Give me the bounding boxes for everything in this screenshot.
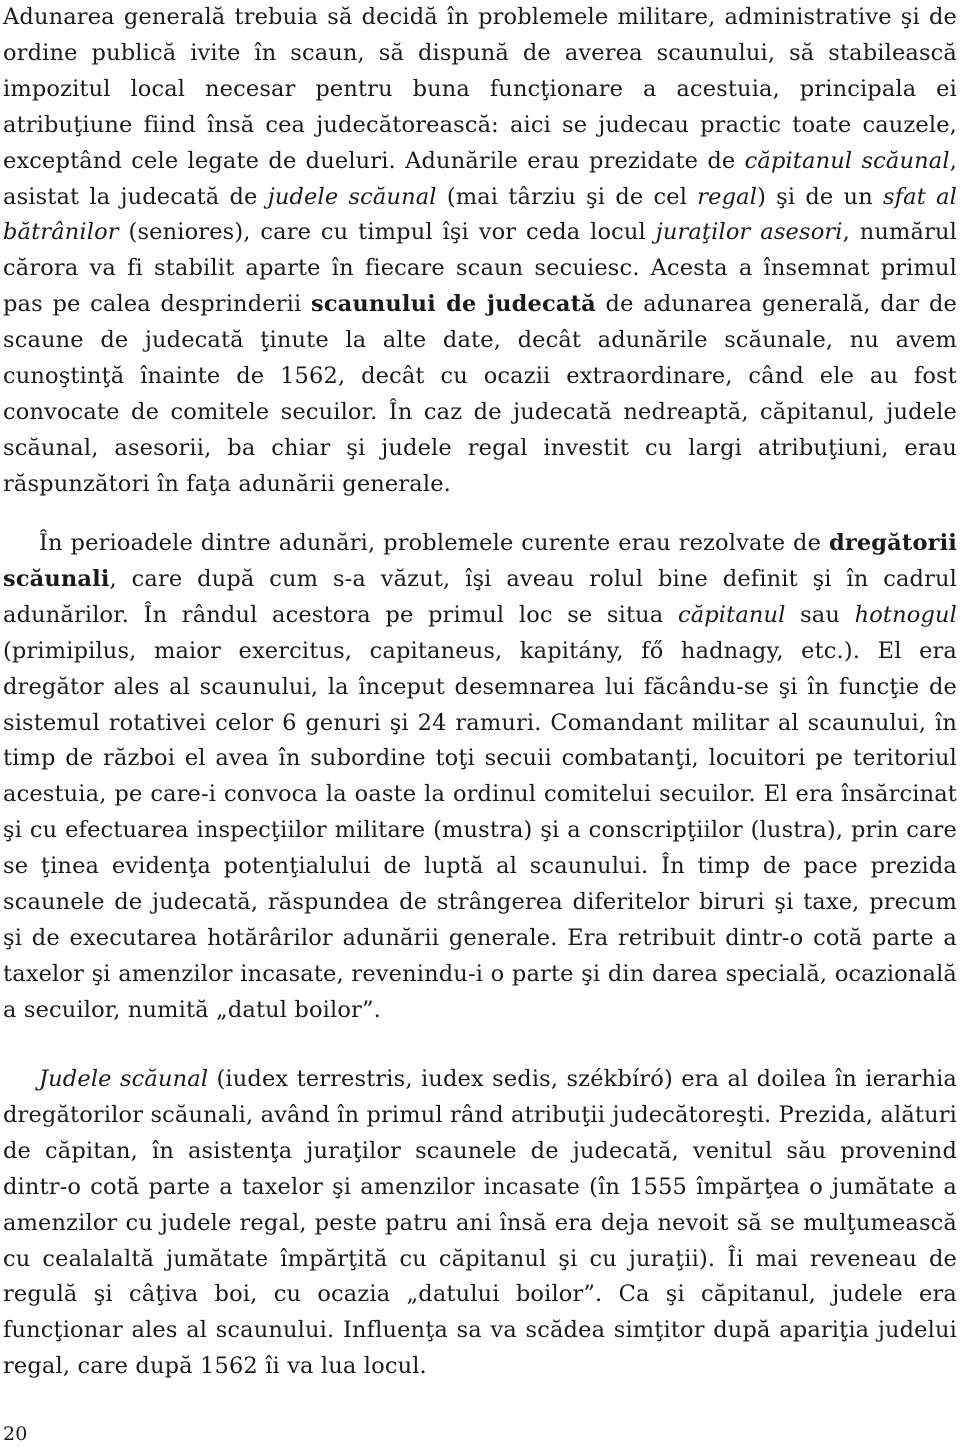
italic-term: juraţilor asesori (655, 219, 843, 246)
text-run: , asistat la judecată de (3, 147, 957, 210)
text-run: (mai târziu şi de cel (436, 183, 698, 210)
text-run: (primipilus, maior exercitus, capitaneus, kapitány, fő hadnagy, etc.). El era dregător ales al scaunului, la început desemnarea lui făcându-se şi în funcţie de sistemul rotativei celor 6 genuri şi 24 ramuri. Comandant militar al scaunului, în timp de război el avea în subordine toţi secuii combatanţi, locuitori pe teritoriul acestuia, pe care-i convoca la oaste la ordinul comitelui secuilor. El era însărcinat şi cu efectuarea inspecţiilor militare (mustra) şi a conscripţiilor (lustra), prin care se ţinea evidenţa potenţialului de luptă al scaunului. În timp de pace prezida scaunele de judecată, răspundea de strângerea diferitelor biruri şi taxe, precum şi de executarea hotărârilor adunării generale. Era retribuit dintr-o cotă parte a taxelor şi amenzilor incasate, revenindu-i o parte şi din darea specială, ocazională a secuilor, numită „datul boilor”. (3, 637, 957, 1023)
italic-term: hotnogul (854, 601, 957, 628)
text-run: sau (785, 601, 855, 628)
bold-term: dregătorii scăunali (3, 530, 957, 592)
page-number: 20 (3, 1423, 28, 1445)
paragraph-3 (3, 1062, 957, 1385)
paragraph-2 (3, 526, 957, 1029)
text-run: , care după cum s-a văzut, îşi aveau rolul bine definit şi în cadrul adunărilor. În rândul acestora pe primul loc se situa (3, 565, 957, 628)
italic-term: căpitanul (677, 601, 786, 628)
text-run: (iudex terrestris, iudex sedis, székbíró) era al doilea în ierarhia dregătorilor scăunali, având în primul rând atribuţii judecătoreşti. Prezida, alături de căpitan, în asistenţa juraţilor scaunele de judecată, venitul său provenind dintr-o cotă parte a taxelor şi amenzilor incasate (în 1555 împărţea o jumătate a amenzilor cu judele regal, peste patru ani însă era deja nevoit să se mulţumească cu cealalaltă jumătate împărţită cu căpitanul şi cu juraţii). Îi mai reveneau de regulă şi câţiva boi, cu ocazia „datului boilor”. Ca şi căpitanul, judele era funcţionar ales al scaunului. Influenţa sa va scădea simţitor după apariţia judelui regal, care după 1562 îi va lua locul. (3, 1066, 957, 1380)
text-run: În perioadele dintre adunări, problemele curente erau rezolvate de (39, 530, 829, 556)
italic-term: căpitanul scăunal (744, 147, 950, 174)
paragraph-1 (3, 0, 957, 503)
bold-term: scaunului de judecată (311, 291, 596, 318)
text-run: , numărul cărora va fi stabilit aparte în fiecare scaun secuiesc. Acesta a însemnat primul pas pe calea desprinderii (3, 219, 957, 318)
italic-term: sfat al bătrânilor (3, 183, 958, 246)
text-run: Adunarea generală trebuia să decidă în problemele militare, administrative şi de ordine publică ivite în scaun, să dispună de averea scaunului, să stabilească impozitul local necesar pentru buna funcţionare a acestuia, principala ei atribuţiune fiind însă cea judecătorească: aici se judecau practic toate cauzele, exceptând cele legate de dueluri. Adunările erau prezidate de (3, 4, 957, 174)
text-run: (seniores), care cu timpul îşi vor ceda locul (118, 219, 656, 246)
italic-term: Judele scăunal (39, 1066, 209, 1092)
text-run: ) şi de un (757, 183, 883, 210)
italic-term: judele scăunal (267, 183, 437, 210)
italic-term: regal (697, 183, 758, 210)
text-run: de adunarea generală, dar de scaune de judecată ţinute la alte date, decât adunările scăunale, nu avem cunoştinţă înainte de 1562, decât cu ocazii extraordinare, când ele au fost convocate de comitele secuilor. În caz de judecată nedreaptă, căpitanul, judele scăunal, asesorii, ba chiar şi judele regal investit cu largi atribuţiuni, erau răspunzători în faţa adunării generale. (3, 291, 958, 497)
